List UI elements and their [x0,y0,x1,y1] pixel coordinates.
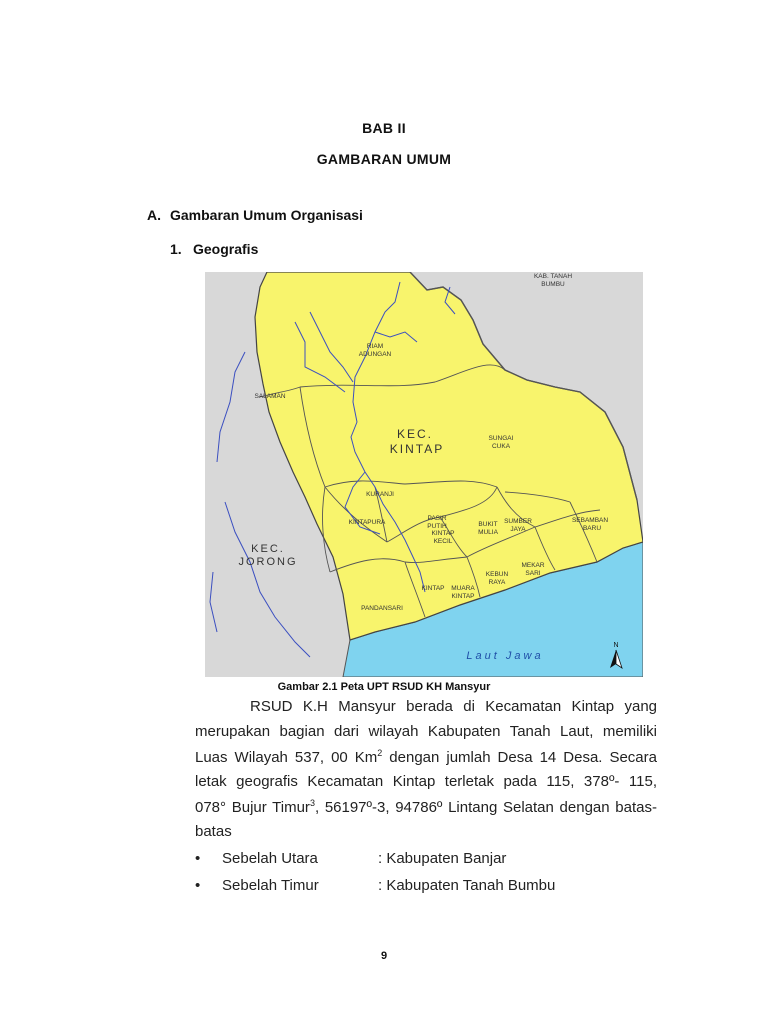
label-kebun-raya-2: RAYA [488,579,506,586]
label-sebamban-baru-2: BARU [582,525,602,532]
paragraph-line-6: batas [195,823,232,840]
label-muara-kintap-2: KINTAP [451,593,475,600]
label-pasir-putih-2: PUTIH [427,523,447,530]
north-label: N [613,642,619,649]
paragraph-line-5-a: 078° Bujur Timur [195,799,310,816]
label-mekar-sari-1: MEKAR [521,562,545,569]
paragraph-line-4: letak geografis Kecamatan Kintap terletak pada 115, 378º- 115, [195,773,657,790]
label-kintapura: KINTAPURA [348,519,386,526]
label-kintap-kecil-1: KINTAP [431,530,455,537]
section-letter: A. [147,207,161,223]
label-kuranji: KURANJI [366,491,394,498]
label-kebun-raya-1: KEBUN [485,571,509,578]
paragraph-line-5-b: , 56197º-3, 94786º Lintang Selatan dengan batas- [314,799,657,816]
chapter-number: BAB II [362,120,406,136]
paragraph-line-5 [195,798,657,816]
label-riam-adungan-1: RIAM [366,343,384,350]
subsection-number: 1. [170,241,182,257]
label-kab-tanah-bumbu-1: KAB. TANAH [533,273,573,280]
label-pandansari: PANDANSARI [361,605,403,612]
section-title: Gambaran Umum Organisasi [170,207,363,223]
label-salaman: SALAMAN [254,393,286,400]
bullet-value-timur: : Kabupaten Tanah Bumbu [378,877,556,894]
paragraph-line-2: merupakan bagian dari wilayah Kabupaten Tanah Laut, memiliki [195,723,657,740]
paragraph-line-5-sup: 3 [309,798,315,808]
label-muara-kintap-1: MUARA [451,585,475,592]
label-sungai-cuka-2: CUKA [491,443,511,450]
label-kab-tanah-bumbu-2: BUMBU [541,281,565,288]
paragraph-line-3-b: dengan jumlah Desa 14 Desa. Secara [382,749,657,766]
label-mekar-sari-2: SARI [525,570,541,577]
label-kec-jorong-2: JORONG [238,556,298,568]
label-bukit-mulia-1: BUKIT [478,521,498,528]
kintap-map [205,272,643,677]
page-number: 9 [380,950,388,962]
label-pasir-putih-1: PASIR [427,515,447,522]
label-sumber-jaya-1: SUMBER [504,518,532,525]
label-kec-kintap-1: KEC. [396,427,434,441]
bullet-label-utara: Sebelah Utara [222,850,318,867]
label-bukit-mulia-2: MULIA [478,529,498,536]
figure-caption: Gambar 2.1 Peta UPT RSUD KH Mansyur [277,681,491,693]
label-kintap-kecil-2: KECIL [433,538,453,545]
bullet-value-utara: : Kabupaten Banjar [378,850,507,867]
label-kec-jorong-1: KEC. [251,543,285,555]
bullet-label-timur: Sebelah Timur [222,877,319,894]
paragraph-line-1: RSUD K.H Mansyur berada di Kecamatan Kintap yang [250,698,657,715]
paragraph-line-3-a: Luas Wilayah 537, 00 Km [195,749,378,766]
bullet-dot: • [195,877,201,894]
label-laut-jawa: Laut Jawa [466,650,544,662]
paragraph-line-3 [195,748,657,766]
label-kintap: KINTAP [421,585,445,592]
map-svg [205,272,643,677]
label-riam-adungan-2: ADUNGAN [358,351,392,358]
bullet-dot: • [195,850,201,867]
chapter-title: GAMBARAN UMUM [316,151,452,167]
paragraph-line-3-sup: 2 [377,748,383,758]
subsection-title: Geografis [193,241,259,257]
label-kec-kintap-2: KINTAP [389,442,445,456]
label-sumber-jaya-2: JAYA [510,526,526,533]
label-sebamban-baru-1: SEBAMBAN [571,517,609,524]
label-sungai-cuka-1: SUNGAI [488,435,514,442]
